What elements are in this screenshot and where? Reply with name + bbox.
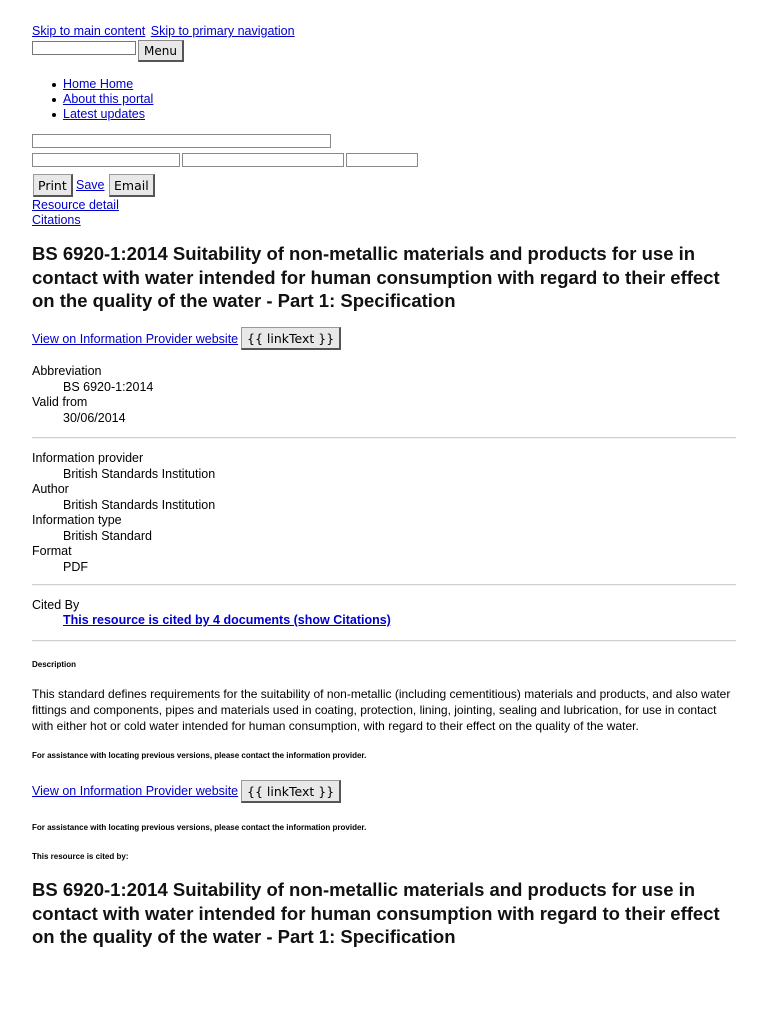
meta-label: Information provider — [32, 451, 144, 465]
email-button[interactable]: Email — [109, 174, 155, 197]
filter-field-1[interactable] — [32, 153, 180, 167]
print-button[interactable]: Print — [33, 174, 73, 197]
meta-value: British Standards Institution — [63, 466, 216, 481]
meta-list-provider — [32, 451, 215, 575]
show-citations-link[interactable]: This resource is cited by 4 documents (show Citations) — [63, 613, 391, 627]
skip-links — [32, 24, 297, 38]
skip-to-main-link[interactable]: Skip to main content — [32, 24, 146, 38]
tab-citations[interactable]: Citations — [32, 213, 81, 227]
provider-website-link[interactable]: View on Information Provider website — [32, 784, 239, 798]
meta-label: Format — [32, 544, 72, 558]
meta-list-identifiers — [32, 364, 153, 426]
nav-link-latest[interactable]: Latest updates — [63, 107, 146, 121]
search-field[interactable] — [32, 134, 331, 148]
divider — [32, 584, 736, 586]
filter-field-2[interactable] — [182, 153, 344, 167]
search-input[interactable] — [32, 41, 136, 55]
save-link[interactable]: Save — [76, 178, 105, 192]
skip-to-nav-link[interactable]: Skip to primary navigation — [150, 24, 295, 38]
nav-item-about — [32, 92, 153, 107]
nav-item-home — [32, 77, 153, 92]
assistance-note: For assistance with locating previous versions, please contact the information provider. — [32, 751, 367, 760]
divider — [32, 437, 736, 439]
nav-item-latest — [32, 107, 153, 122]
cited-by-heading: This resource is cited by: — [32, 852, 129, 861]
assistance-note: For assistance with locating previous versions, please contact the information provider. — [32, 823, 367, 832]
cited-by-label: Cited By — [32, 598, 80, 612]
divider — [32, 640, 736, 642]
meta-label: Valid from — [32, 395, 88, 409]
meta-value: British Standard — [63, 528, 152, 543]
menu-button[interactable]: Menu — [138, 40, 184, 62]
meta-value: 30/06/2014 — [63, 410, 126, 425]
page-title: BS 6920-1:2014 Suitability of non-metallic materials and products for use in contact with water intended for human consumption with regard to their effect on the quality of the water - Part 1: Specification — [32, 243, 720, 311]
filter-field-3[interactable] — [346, 153, 418, 167]
primary-nav — [32, 77, 153, 122]
meta-label: Information type — [32, 513, 122, 527]
description-text: This standard defines requirements for the suitability of non-metallic (including cementitious) materials and products, and also water fittings and components, pipes and materials used in coating, protection, lining, jointing, sealing and lubrication, for use in contact with either hot or cold water intended for human consumption, with regard to their effect on the quality of the water. — [32, 687, 731, 733]
citation-title: BS 6920-1:2014 Suitability of non-metallic materials and products for use in contact with water intended for human consumption with regard to their effect on the quality of the water - Part 1: Specification — [32, 879, 720, 947]
nav-link-home[interactable]: Home Home — [63, 77, 134, 91]
meta-value: PDF — [63, 559, 88, 574]
meta-value: BS 6920-1:2014 — [63, 379, 154, 394]
nav-link-about[interactable]: About this portal — [63, 92, 154, 106]
meta-label: Abbreviation — [32, 364, 102, 378]
meta-label: Author — [32, 482, 69, 496]
provider-website-link[interactable]: View on Information Provider website — [32, 332, 239, 346]
meta-value: British Standards Institution — [63, 497, 216, 512]
link-text-button[interactable]: {{ linkText }} — [241, 780, 341, 803]
description-heading: Description — [32, 660, 77, 669]
tab-resource-detail[interactable]: Resource detail — [32, 198, 119, 212]
link-text-button[interactable]: {{ linkText }} — [241, 327, 341, 350]
